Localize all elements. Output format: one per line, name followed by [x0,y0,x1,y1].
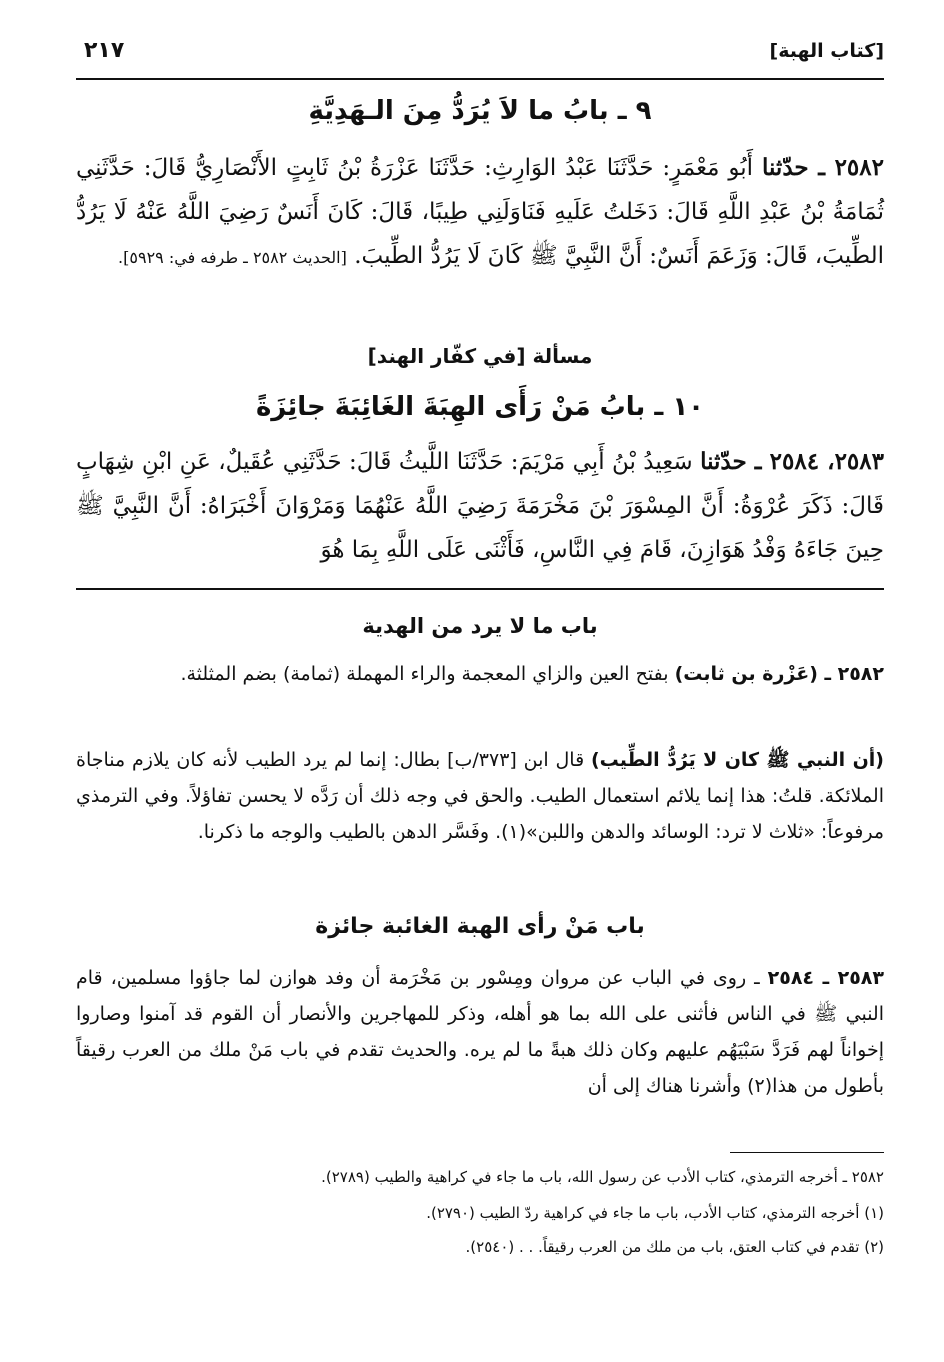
hadith-reference: [الحديث ٢٥٨٢ ـ طرفه في: ٥٩٢٩]. [118,248,347,267]
footnote-rule [730,1152,884,1153]
hadith-text: سَعِيدُ بْنُ أَبِي مَرْيَمَ: حَدَّثَنَا اللَّيثُ قَالَ: حَدَّثَنِي عُقَيلٌ، عَنِ ابْنِ شِهَابٍ قَالَ: ذَكَرَ عُرْوَةُ: أَنَّ المِسْوَرَ بْنَ مَخْرَمَةَ رَضِيَ اللَّهُ عَنْهُمَا وَمَرْوَانَ أَخْبَرَاهُ: أَنَّ النَّبِيَّ ﷺ حِينَ جَاءَهُ وَفْدُ هَوَازِنَ، قَامَ فِي النَّاسِ، فَأَثْنَى عَلَى اللَّهِ بِمَا هُوَ [76,449,884,563]
footnote: ٢٥٨٢ ـ أخرجه الترمذي، كتاب الأدب عن رسول الله، باب ما جاء في كراهية والطيب (٢٧٨٩). [321,1168,884,1186]
hadith-number: ٢٥٨٢ ـ حدّثنا [761,154,884,181]
book-title: [كتاب الهبة] [769,40,884,62]
hadith-text: أَبُو مَعْمَرٍ: حَدَّثَنَا عَبْدُ الوَارِثِ: حَدَّثَنَا عَزْرَةُ بْنُ ثَابِتٍ الأَنْصَارِيُّ قَالَ: حَدَّثَنِي ثُمَامَةُ بْنُ عَبْدِ اللَّهِ قَالَ: دَخَلتُ عَلَيهِ فَنَاوَلَنِي طِيبًا، قَالَ: كَانَ أَنَسٌ رَضِيَ اللَّهُ عَنْهُ لَا يَرُدُّ الطِّيبَ، قَالَ: وَزَعَمَ أَنَسٌ: أَنَّ النَّبِيَّ ﷺ كَانَ لَا يَرُدُّ الطِّيبَ. [76,155,884,269]
hadith-number: ٢٥٨٣، ٢٥٨٤ ـ حدّثنا [700,448,884,475]
commentary-text: ـ روى في الباب عن مروان ومِسْور بن مَخْرَمة أن وفد هوازن لما جاؤوا مسلمين، قام النبي ﷺ في الناس فأثنى على الله بما هو أهله، وذكر للمهاجرين والأنصار أن القوم قد آمنوا وصاروا إخواناً لهم فَرَدَّ سَبْيَهُم عليهم وكان ذلك هبةً ما لم يره. والحديث تقدم في باب مَنْ ملك من العرب رقيقاً بأطول من هذا(٢) وأشرنا هناك إلى أن [76,967,884,1097]
commentary-lemma: ٢٥٨٢ ـ (عَزْرة بن ثابت) [674,663,884,685]
commentary-paragraph [76,960,884,1104]
masala-heading: مسألة [في كفّار الهند] [367,344,593,368]
commentary-paragraph [76,656,884,692]
commentary-lemma: ٢٥٨٣ ـ ٢٥٨٤ [767,967,884,989]
commentary-paragraph [76,742,884,850]
commentary-heading-1: باب ما لا يرد من الهدية [362,614,598,638]
header-rule [76,78,884,80]
commentary-text: بفتح العين والزاي المعجمة والراء المهملة (ثمامة) بضم المثلثة. [180,663,669,685]
commentary-text: قال ابن [٣٧٣/ب] بطال: إنما لم يرد الطيب لأنه كان يلازم مناجاة الملائكة. قلتُ: هذا إنما يلائم استعمال الطيب. والحق في وجه ذلك أن رَدَّه لا يحسن تفاؤلاً. وفي الترمذي مرفوعاً: «ثلاث لا ترد: الوسائد والدهن واللبن»(١). وفَسَّر الدهن بالطيب والوجه ما ذكرنا. [76,749,884,843]
page-number: ٢١٧ [84,38,125,63]
hadith-2583-2584 [76,440,884,572]
footnote: (١) أخرجه الترمذي، كتاب الأدب، باب ما جاء في كراهية ردّ الطيب (٢٧٩٠). [426,1204,884,1222]
commentary-lemma: (أن النبي ﷺ كان لا يَرُدُّ الطِّيب) [590,749,884,771]
chapter-title-10: ١٠ ـ بابُ مَنْ رَأَى الهِبَةَ الغَائِبَةَ جائِزَةً [255,392,705,422]
chapter-title-9: ٩ ـ بابُ ما لاَ يُرَدُّ مِنَ الـهَدِيَّةِ [308,96,652,126]
commentary-heading-2: باب مَنْ رأى الهبة الغائبة جائزة [315,914,645,939]
hadith-2582 [76,146,884,286]
footnote: (٢) تقدم في كتاب العتق، باب من ملك من العرب رقيقاً. . . (٢٥٤٠). [465,1238,884,1256]
page-header [76,34,884,74]
text-commentary-divider [76,588,884,590]
